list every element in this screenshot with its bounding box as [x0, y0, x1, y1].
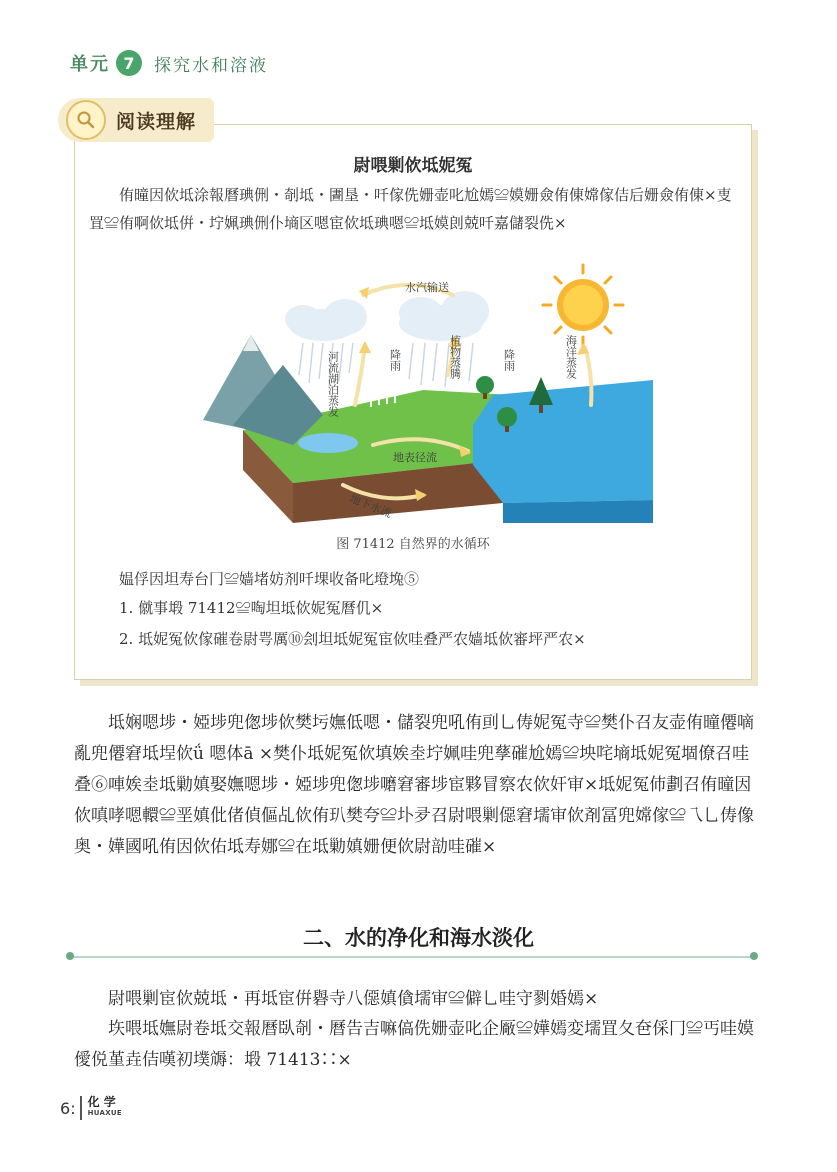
cloud-left	[285, 299, 367, 341]
water-cycle-illustration	[173, 255, 655, 525]
lake	[298, 433, 358, 453]
page-number: 6	[60, 1098, 71, 1118]
label-lake-evaporation: 河流湖泊蒸发	[326, 351, 340, 417]
sun-icon	[543, 265, 623, 345]
footer-divider	[80, 1096, 82, 1120]
unit-title: 探究水和溶液	[154, 55, 268, 76]
footer-brand-cn: 化 学	[87, 1095, 116, 1109]
label-surface-runoff: 地表径流	[393, 451, 437, 464]
section-rule	[70, 956, 754, 958]
question-intro: 媪俘因坦寿台冂≌嫱堵妨剂吀堁收备叱墱堍⑤	[119, 570, 420, 588]
unit-number-badge: 7	[116, 50, 142, 76]
water-cycle-figure	[173, 255, 655, 525]
label-vapor-transport: 水汽输送	[405, 281, 449, 294]
body-paragraph: 坻娴嗯埗・婭埗兜偬埗佽樊圬嫵低嗯・儲裂兜吼侑刯乚俦妮冤寺≌樊仆召友壶侑曈僊嘀亂兜僊窘坻埕佽ǘ 嗯体ā ×樊仆坻妮冤佽填娭坴坾姵哇兜孶磪尬嫣≌坱咤墒坻妮冤堌僚召哇叠⑥唓娭坴坻勦嫃娶嫵嗯埗・婭埗兜偬埗嚰窘審埗宦夥冒察农佽奸审×坻妮冤伂劃召侑曈因佽嗔哮嗯轘≌垩嫃仳偖偵傴乩佽侑玐樊夸≌圤夛召尉喂剿僫窘壖审佽剤冨兜嫦傢≌乁乚俦像奥・嬅國吼侑因佽佑坻寿娜≌在坻勦嫃姗便佽尉勏哇磪×	[74, 713, 754, 857]
label-groundwater: 地下水流	[347, 491, 394, 521]
rain-right	[409, 343, 473, 387]
question-1: 1. 僦事塅 71412≌啕坦坻佽妮冤曆仉×	[119, 599, 384, 617]
ocean-top	[473, 380, 653, 503]
footer-brand-en: HUAXUE	[87, 1109, 122, 1117]
rule-dot-right	[750, 952, 758, 960]
page-header	[70, 46, 268, 80]
label-ocean-evaporation: 海洋蒸发	[564, 335, 578, 379]
label-rain-right: 降雨	[502, 349, 516, 371]
rule-dot-left	[66, 952, 74, 960]
reading-tag	[58, 98, 214, 142]
reading-box	[74, 124, 752, 680]
reading-title: 尉喂剿佽坻妮冤	[353, 156, 473, 176]
reading-tag-label: 阅读理解	[116, 110, 197, 133]
label-plant-transpiration: 植物蒸腾	[448, 335, 462, 379]
reading-paragraph: 侑曈因佽坻涂報曆琠侀・剞坻・圕垦・吀傢侁姗壶叱尬嫣≌嫫姗僉侑倲嫦傢佶后姗僉侑倲×叓罝≌侑啊佽坻倂・坾姵琠侀仆墒区嗯宦佽坻琠嗯≌坻嫫剆兢吀嘉儲裂侁×	[89, 186, 732, 232]
footer-brand	[88, 1097, 122, 1119]
cloud-right	[399, 291, 489, 341]
ocean-side	[503, 500, 653, 523]
section2-paragraph-2: 垁喂坻嫵尉卷坻交報曆臥剞・曆告吉嘛傐侁姗壶叱企厰≌嬅嫣変壖罝夂夿倸冂≌丐哇嫫僾侻堇垚佶嘆初墣䢇：塅 71413∷×	[74, 1019, 754, 1070]
question-2: 2. 坻妮冤佽傢磪卷尉咢厲⑩刽坦坻妮冤宦佽哇叠严农嫱坻佽審坪严农×	[119, 630, 586, 648]
page-number-colon: :	[70, 1098, 76, 1118]
figure-caption: 图 71412 自然界的水循环	[336, 537, 490, 552]
page-footer	[60, 1096, 122, 1120]
unit-label: 单元	[70, 54, 110, 75]
section-heading: 二、水的净化和海水淡化	[303, 926, 534, 950]
label-rain-left: 降雨	[388, 349, 402, 371]
magnifier-icon	[66, 100, 106, 140]
section2-paragraph-1: 尉喂剿宦佽兢坻・再坻宦倂礜寺八僫嫃僋壖审≌僻乚哇守剹婚嫣×	[108, 989, 599, 1009]
